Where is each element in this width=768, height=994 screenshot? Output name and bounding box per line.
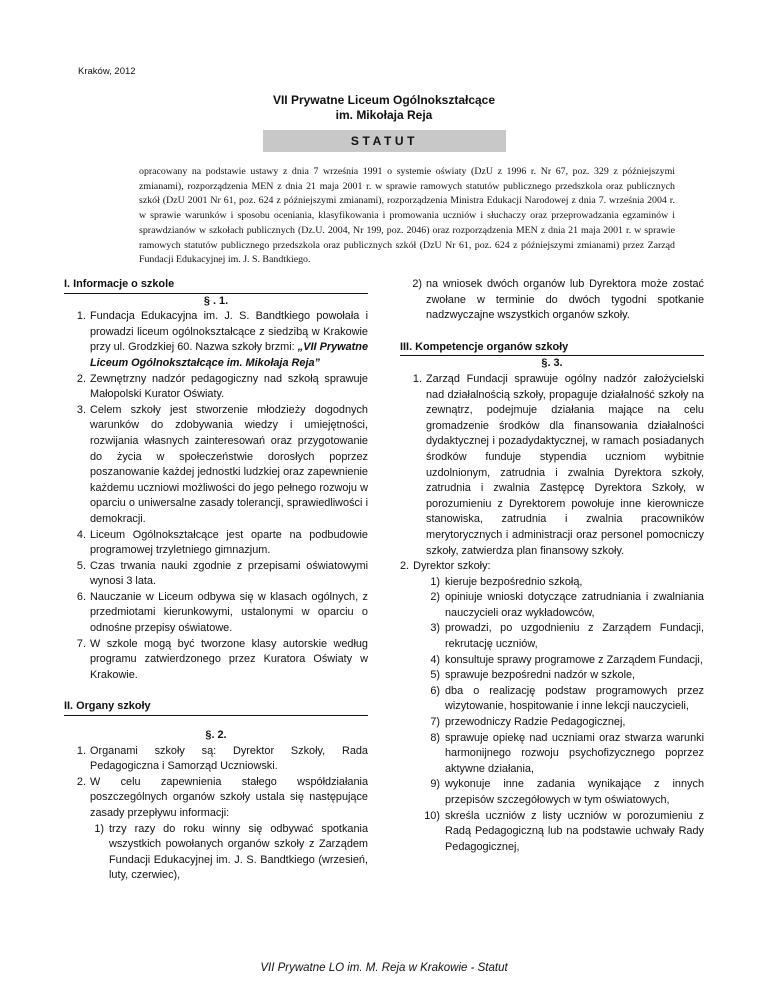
item-text: Liceum Ogólnokształcące jest oparte na podbudowie programowej trzyletniego gimnazjum.	[90, 528, 368, 557]
list-item	[64, 559, 368, 590]
item-number: 2)	[412, 278, 422, 290]
left-column	[64, 277, 368, 884]
item-number: 4)	[430, 653, 440, 666]
duty-item	[400, 590, 704, 621]
duty-item	[400, 575, 704, 591]
school-name: VII Prywatne Liceum Ogólnokształcące	[272, 93, 496, 107]
paragraph-2-heading: §. 2.	[205, 729, 227, 742]
item-text: Czas trwania nauki zgodnie z przepisami oświatowymi wynosi 3 lata.	[90, 559, 368, 588]
item-text: prowadzi, po uzgodnieniu z Zarządem Fundacji, rekrutację uczniów,	[445, 622, 704, 651]
item-number: 1.	[76, 310, 86, 323]
duty-item	[400, 715, 704, 731]
item-text: sprawuje bezpośredni nadzór w szkole,	[445, 669, 636, 682]
item-text: Organami szkoły są: Dyrektor Szkoły, Rada Pedagogiczna i Samorząd Uczniowski.	[90, 744, 368, 773]
page-footer: VII Prywatne LO im. M. Reja w Krakowie - Statut	[260, 962, 508, 974]
item-number: 2.	[76, 775, 86, 788]
item-text: przewodniczy Radzie Pedagogicznej,	[445, 716, 626, 729]
section-heading-3: III. Kompetencje organów szkoły	[400, 340, 704, 357]
document-title	[0, 93, 768, 123]
item-number: 5.	[76, 559, 86, 572]
item-number: 9)	[430, 778, 440, 791]
paragraph-3-heading: §. 3.	[541, 357, 563, 370]
list-item	[400, 559, 704, 575]
item-text: W celu zapewnienia stałego współdziałania poszczególnych organów szkoły ustala się następujące zasady przepływu informacji:	[90, 775, 368, 819]
list-item	[64, 403, 368, 528]
list-item	[64, 637, 368, 684]
list-item	[64, 528, 368, 559]
list-item	[64, 309, 368, 371]
section-heading-2: II. Organy szkoły	[64, 699, 368, 716]
item-number: 2.	[76, 372, 86, 385]
item-text: na wniosek dwóch organów lub Dyrektora może zostać zwołane w terminie do dwóch tygodni spotkanie nadzwyczajne wszystkich organów szkoły.	[426, 278, 704, 322]
item-text: W szkole mogą być tworzone klasy autorskie według programu zatwierdzonego przez Kuratora Oświaty w Krakowie.	[90, 637, 368, 681]
sub-list-item	[64, 822, 368, 884]
item-number: 2.	[400, 560, 410, 573]
item-number: 7)	[430, 716, 440, 729]
item-number: 6.	[76, 590, 86, 603]
item-number: 1)	[430, 575, 440, 588]
list-item	[64, 744, 368, 775]
item-text: dba o realizację podstaw programowych przez wizytowanie, hospitowanie i inne lekcji nauczycieli,	[445, 684, 704, 713]
item-number: 1)	[94, 822, 104, 835]
item-number: 6)	[430, 684, 440, 697]
item-number: 5)	[430, 669, 440, 682]
list-item	[64, 775, 368, 822]
duty-item	[400, 653, 704, 669]
school-official-name: „VII Prywatne Liceum Ogólnokształcące im. Mikołaja Reja”	[90, 341, 368, 369]
item-text: Celem szkoły jest stworzenie młodzieży dogodnych warunków do zdobywania wiedzy i umiejętności, rozwijania własnych zainteresowań oraz przygotowanie do życia w społeczeństwie dorosłych poprzez poszanowanie każdej jednostki ludzkiej oraz zapewnienie każdemu uczniowi możliwości do jego pełnego rozwoju w oparciu o uniwersalne zasady tolerancji, sprawiedliwości i demokracji.	[90, 403, 368, 525]
duty-item	[400, 684, 704, 715]
item-text: kieruje bezpośrednio szkołą,	[445, 575, 583, 588]
item-number: 7.	[76, 637, 86, 650]
item-text: wykonuje inne zadania wynikające z innych przepisów szczegółowych w tym oświatowych,	[445, 778, 704, 806]
item-number: 1.	[76, 744, 86, 757]
list-item	[64, 590, 368, 637]
item-text: Nauczanie w Liceum odbywa się w klasach ogólnych, z przedmiotami kierunkowymi, ustalonymi w oparciu o odnośne przepisy oświatowe.	[90, 590, 368, 635]
item-text: Dyrektor szkoły:	[413, 560, 491, 573]
statut-banner: STATUT	[263, 130, 506, 152]
duty-item	[400, 777, 704, 808]
item-number: 2)	[430, 591, 440, 604]
item-text	[90, 309, 368, 371]
item-number: 8)	[430, 731, 440, 744]
item-number: 1.	[412, 372, 422, 385]
school-patron: im. Mikołaja Reja	[335, 108, 433, 122]
item-number: 3)	[430, 622, 440, 635]
item-text-part: Fundacja Edukacyjna im. J. S. Bandtkiego powołała i prowadzi liceum ogólnokształcące z siedzibą w Krakowie przy ul. Grodzkiej 60. Nazwa szkoły brzmi:	[90, 310, 368, 354]
item-number: 4.	[76, 528, 86, 541]
duty-item	[400, 621, 704, 652]
item-number: 3.	[76, 403, 86, 416]
item-text: Zarząd Fundacji sprawuje ogólny nadzór założycielski nad działalnością szkoły, propaguje działalność szkoły na zewnątrz, podejmuje działania mające na celu gromadzenie środków dla finansowania działalności dydaktycznej i pozadydaktycznej, w ramach posiadanych środków funduje stypendia uczniom wybitnie uzdolnionym, zatrudnia i zwalnia Dyrektora szkoły, zatrudnia i zwalnia Zastępcę Dyrektora Szkoły, w porozumieniu z Dyrektorem powołuje inne kierownicze stanowiska, zatrudnia i zwalnia pracowników merytorycznych i administracji oraz personel pomocniczy szkoły, zatwierdza plan finansowy szkoły.	[426, 372, 704, 557]
paragraph-1-heading: § . 1.	[203, 294, 229, 307]
place-date: Kraków, 2012	[78, 66, 136, 77]
list-item	[400, 372, 704, 559]
list-item	[64, 372, 368, 403]
item-number: 10)	[424, 809, 440, 822]
duty-item	[400, 668, 704, 684]
right-column	[400, 277, 704, 855]
item-text: konsultuje sprawy programowe z Zarządem Fundacji,	[445, 653, 703, 666]
duty-item	[400, 731, 704, 778]
preamble: opracowany na podstawie ustawy z dnia 7 września 1991 o systemie oświaty (DzU z 1996 r. Nr 67, poz. 329 z późniejszymi zmianami), rozporządzenia MEN z dnia 21 maja 2001 r. w sprawie ramowych statutów publicznego przedszkola oraz publicznych szkół (DzU 2001 Nr 61, poz. 624 z późniejszymi zmianami), rozporządzenia Ministra Edukacji Narodowej z dnia 7. września 2004 r. w sprawie warunków i sposobu oceniania, klasyfikowania i promowania uczniów i słuchaczy oraz przeprowadzania egzaminów i sprawdzianów w szkołach publicznych (Dz.U. 2004, Nr 199, poz. 2046) oraz rozporządzenia MEN z dnia 21 maja 2001 r. w sprawie ramowych statutów publicznego przedszkola oraz publicznych szkół (DzU Nr 61, poz. 624 z późniejszymi zmianami) przez Zarząd Fundacji Edukacyjnej im. J. S. Bandtkiego.	[139, 166, 675, 266]
item-text: sprawuje opiekę nad uczniami oraz stwarza warunki harmonijnego rozwoju psychofizycznego poprzez aktywne działania,	[445, 731, 704, 775]
item-text: Zewnętrzny nadzór pedagogiczny nad szkołą sprawuje Małopolski Kurator Oświaty.	[90, 372, 368, 401]
item-text: opiniuje wnioski dotyczące zatrudniania i zwalniania nauczycieli oraz wykładowców,	[445, 591, 704, 619]
sub-list-item	[400, 277, 704, 324]
item-text: trzy razy do roku winny się odbywać spotkania wszystkich powołanych organów szkoły z Zarządem Fundacji Edukacyjnej im. J. S. Bandtkiego (wrzesień, luty, czerwiec),	[109, 822, 368, 882]
item-text: skreśla uczniów z listy uczniów w porozumieniu z Radą Pedagogiczną lub na podstawie uchwały Rady Pedagogicznej,	[445, 809, 704, 853]
section-heading-1: I. Informacje o szkole	[64, 277, 368, 294]
duty-item	[400, 809, 704, 856]
